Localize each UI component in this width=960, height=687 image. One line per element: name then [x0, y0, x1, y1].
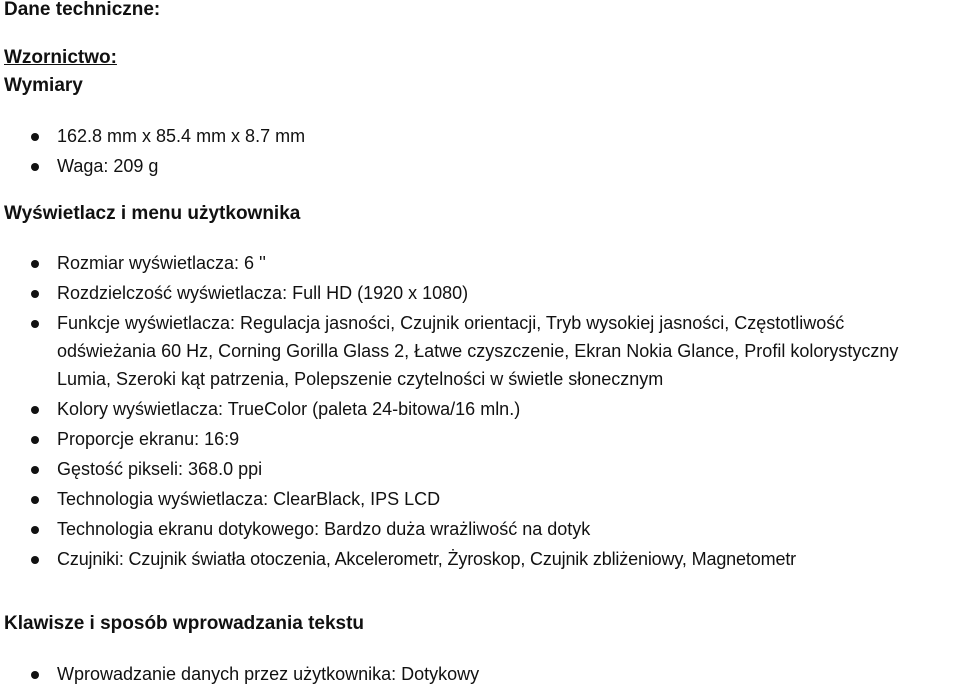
bullet-icon [31, 526, 39, 534]
bullet-icon [31, 260, 39, 268]
list-item [0, 660, 960, 687]
list-item [0, 249, 960, 277]
list-item [0, 279, 960, 307]
section-title-dimensions: Wymiary [4, 75, 83, 96]
list-item [0, 152, 960, 180]
list-item-text: Funkcje wyświetlacza: Regulacja jasności, Czujnik orientacji, Tryb wysokiej jasności, Częstotliwość odświeżania 60 Hz, Corning Gorilla Glass 2, Łatwe czyszczenie, Ekran Nokia Glance, Profil kolorystyczny Lumia, Szeroki kąt patrzenia, Polepszenie czytelności w świetle słonecznym [57, 313, 899, 389]
design-link[interactable]: Wzornictwo: [4, 47, 117, 68]
list-item-text: Technologia ekranu dotykowego: Bardzo duża wrażliwość na dotyk [57, 519, 591, 539]
bullet-icon [31, 436, 39, 444]
bullet-icon [31, 320, 39, 328]
bullet-icon [31, 406, 39, 414]
bullet-icon [31, 556, 39, 564]
bullet-icon [31, 163, 39, 171]
list-item-text: Czujniki: Czujnik światła otoczenia, Akcelerometr, Żyroskop, Czujnik zbliżeniowy, Magnetometr [57, 549, 797, 569]
list-item [0, 455, 960, 483]
list-item-text: Gęstość pikseli: 368.0 ppi [57, 459, 263, 479]
dimensions-list [0, 122, 960, 180]
list-item-text: Waga: 209 g [57, 156, 159, 176]
display-list [0, 249, 960, 573]
page-title: Dane techniczne: [4, 0, 161, 20]
list-item [0, 485, 960, 513]
bullet-icon [31, 290, 39, 298]
list-item [0, 122, 960, 150]
list-item-text: Rozmiar wyświetlacza: 6 '' [57, 253, 266, 273]
list-item [0, 425, 960, 453]
list-item-text: 162.8 mm x 85.4 mm x 8.7 mm [57, 126, 306, 146]
list-item-text: Wprowadzanie danych przez użytkownika: Dotykowy [57, 664, 480, 684]
section-title-display: Wyświetlacz i menu użytkownika [4, 203, 301, 224]
list-item-text: Kolory wyświetlacza: TrueColor (paleta 24-bitowa/16 mln.) [57, 399, 521, 419]
list-item [0, 309, 960, 393]
list-item [0, 395, 960, 423]
list-item-text: Technologia wyświetlacza: ClearBlack, IPS LCD [57, 489, 441, 509]
bullet-icon [31, 133, 39, 141]
bullet-icon [31, 496, 39, 504]
list-item-text: Rozdzielczość wyświetlacza: Full HD (1920 x 1080) [57, 283, 469, 303]
list-item-text: Proporcje ekranu: 16:9 [57, 429, 240, 449]
keys-list [0, 660, 960, 687]
bullet-icon [31, 466, 39, 474]
list-item [0, 515, 960, 543]
section-title-keys: Klawisze i sposób wprowadzania tekstu [4, 613, 365, 634]
bullet-icon [31, 671, 39, 679]
list-item [0, 545, 960, 573]
